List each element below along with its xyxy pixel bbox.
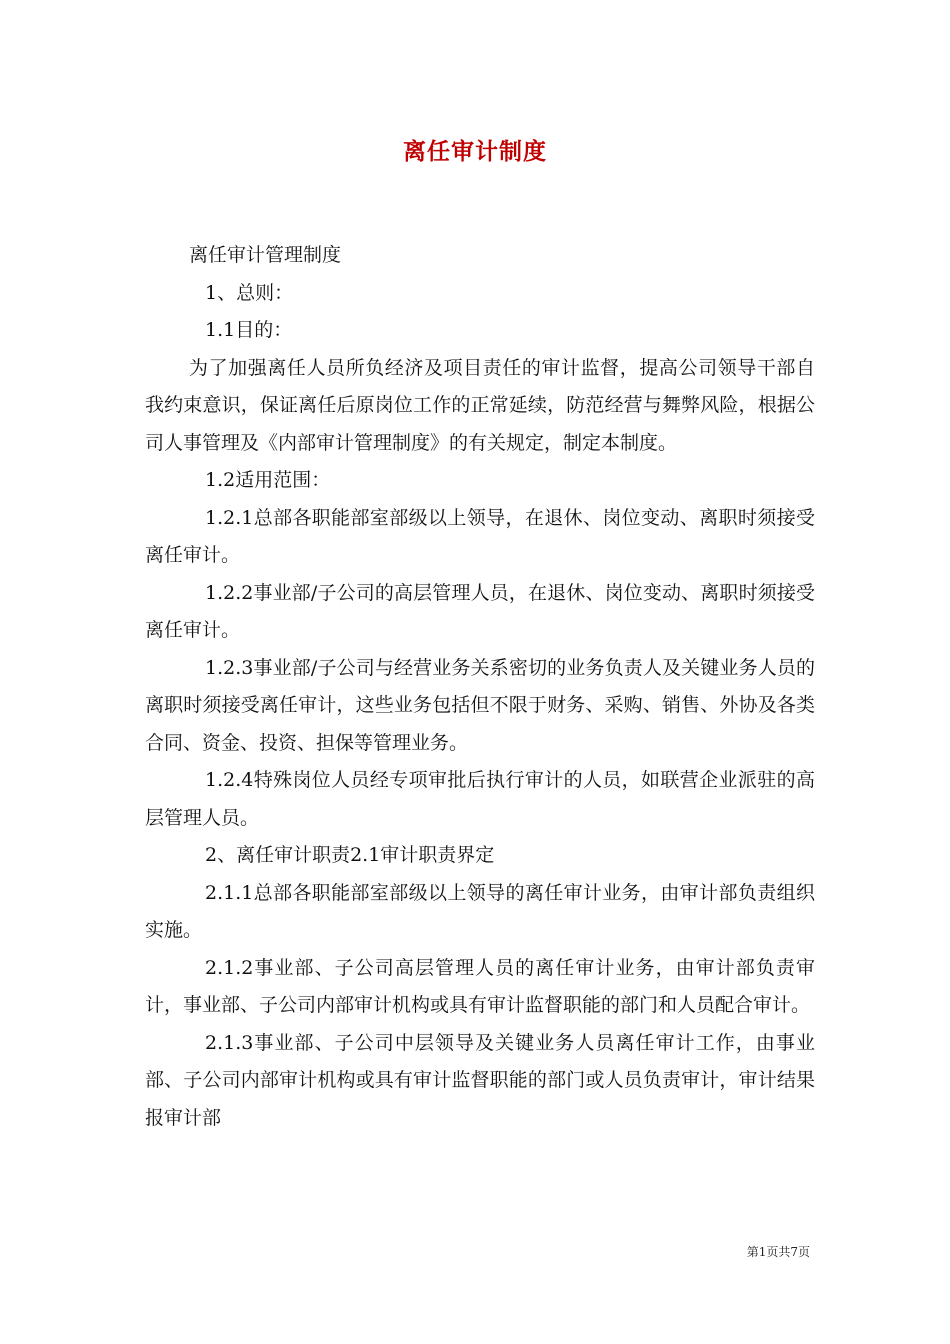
paragraph: 1.2适用范围： (205, 469, 331, 491)
paragraph: 2.1.1总部各职能部室部级以上领导的离任审计业务，由审计部负责组织实施。 (145, 881, 815, 941)
paragraph: 离任审计管理制度 (189, 244, 342, 266)
paragraph: 2.1.3事业部、子公司中层领导及关键业务人员离任审计工作，由事业部、子公司内部审计机构或具有审计监督职能的部门或人员负责审计，审计结果报审计部 (145, 1031, 815, 1129)
paragraph: 1.1目的： (205, 319, 293, 341)
document-title: 离任审计制度 (403, 138, 547, 165)
paragraph: 1.2.1总部各职能部室部级以上领导，在退休、岗位变动、离职时须接受离任审计。 (145, 506, 815, 566)
paragraph: 为了加强离任人员所负经济及项目责任的审计监督，提高公司领导干部自我约束意识，保证离任后原岗位工作的正常延续，防范经营与舞弊风险，根据公司人事管理及《内部审计管理制度》的有关规定，制定本制度。 (145, 356, 815, 454)
paragraph: 1.2.2事业部/子公司的高层管理人员，在退休、岗位变动、离职时须接受离任审计。 (145, 581, 815, 641)
document-body (145, 237, 815, 1137)
paragraph: 1.2.3事业部/子公司与经营业务关系密切的业务负责人及关键业务人员的离职时须接受离任审计，这些业务包括但不限于财务、采购、销售、外协及各类合同、资金、投资、担保等管理业务。 (145, 656, 815, 754)
paragraph: 1、总则： (205, 281, 294, 304)
page-number: 第1页共7页 (746, 1245, 810, 1259)
paragraph: 2.1.2事业部、子公司高层管理人员的离任审计业务，由审计部负责审计，事业部、子公司内部审计机构或具有审计监督职能的部门和人员配合审计。 (145, 956, 815, 1016)
paragraph: 2、离任审计职责2.1审计职责界定 (205, 844, 495, 866)
paragraph: 1.2.4特殊岗位人员经专项审批后执行审计的人员，如联营企业派驻的高层管理人员。 (145, 769, 815, 829)
